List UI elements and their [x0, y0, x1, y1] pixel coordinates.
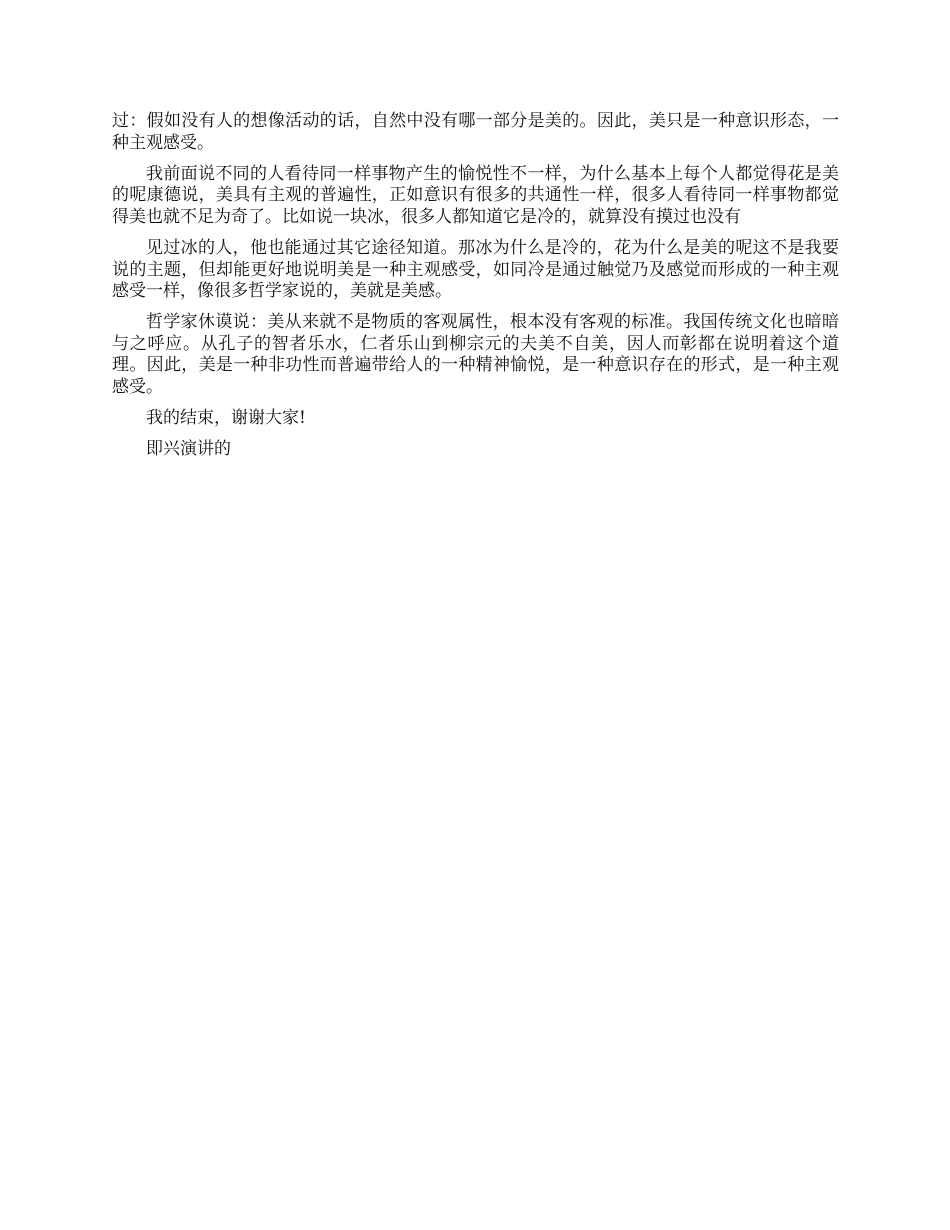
- paragraph-next-heading: 即兴演讲的: [146, 439, 231, 460]
- paragraph-kant-universality: 我前面说不同的人看待同一样事物产生的愉悦性不一样，为什么基本上每个人都觉得花是美的呢康德说，美具有主观的普遍性，正如意识有很多的共通性一样，很多人看待同一样事物都觉得美也就不足为奇了。比如说一块冰，很多人都知道它是冷的，就算没有摸过也没有: [112, 163, 839, 227]
- paragraph-ice-analogy: 见过冰的人，他也能通过其它途径知道。那冰为什么是冷的，花为什么是美的呢这不是我要说的主题，但却能更好地说明美是一种主观感受，如同冷是通过触觉乃及感觉而形成的一种主观感受一样，像很多哲学家说的，美就是美感。: [112, 237, 839, 302]
- paragraph-continuation: 过：假如没有人的想像活动的话，自然中没有哪一部分是美的。因此，美只是一种意识形态，一种主观感受。: [112, 111, 839, 153]
- paragraph-closing: 我的结束，谢谢大家!: [146, 408, 306, 429]
- document-body: [112, 111, 839, 470]
- paragraph-hume-quote: 哲学家休谟说：美从来就不是物质的客观属性，根本没有客观的标准。我国传统文化也暗暗与之呼应。从孔子的智者乐水，仁者乐山到柳宗元的夫美不自美，因人而彰都在说明着这个道理。因此，美是一种非功性而普遍带给人的一种精神愉悦，是一种意识存在的形式，是一种主观感受。: [112, 312, 839, 398]
